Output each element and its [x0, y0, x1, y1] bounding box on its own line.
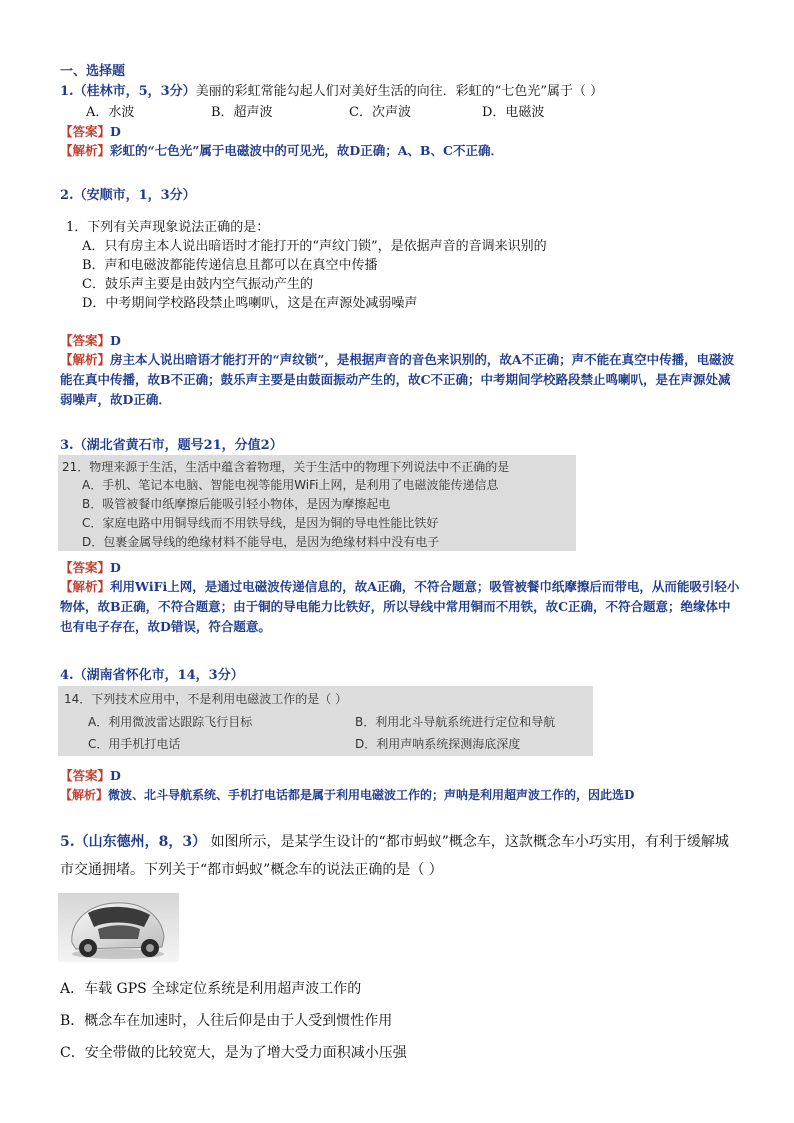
q5-question [60, 828, 740, 884]
q2-explanation [60, 350, 740, 410]
q2-answer-tag: 【答案】 [60, 333, 111, 348]
q5-option-c: C．安全带做的比较宽大，是为了增大受力面积减小压强 [60, 1045, 407, 1061]
q3-header: 3.（湖北省黄石市，题号21，分值2） [60, 438, 283, 453]
q4-explanation [60, 785, 750, 805]
q3-explanation-text: 利用WiFi上网，是通过电磁波传递信息的，故A正确，不符合题意；吸管被餐巾纸摩擦后而带电，从而能吸引轻小物体，故B正确，不符合题意；由于铜的导电能力比铁好，所以导线中常用铜而不用铁，故C正确，不符合题意；绝缘体中也有电子存在，故D错误，符合题意。 [60, 579, 740, 634]
q1-option-a: A．水波 [86, 105, 135, 120]
q4-scan-option-b: B．利用北斗导航系统进行定位和导航 [355, 715, 556, 729]
q1-header [60, 80, 603, 99]
q1-option-b: B．超声波 [211, 105, 273, 120]
q2-answer-value: D [110, 333, 121, 348]
q4-explanation-text: 微波、北斗导航系统、手机打电话都是属于利用电磁波工作的；声呐是利用超声波工作的，因此选D [108, 788, 635, 802]
q2-stem: 1．下列有关声现象说法正确的是： [66, 220, 270, 235]
q4-answer-value: D [110, 768, 121, 783]
q1-answer-tag: 【答案】 [60, 124, 111, 139]
q4-scan-stem: 14．下列技术应用中，不是利用电磁波工作的是（ ） [64, 692, 348, 706]
q1-explanation-tag: 【解析】 [60, 143, 111, 158]
q2-option-c: C．鼓乐声主要是由鼓内空气振动产生的 [82, 277, 313, 292]
q1-explanation [60, 141, 740, 161]
q2-header: 2.（安顺市，1，3分） [60, 188, 196, 203]
q1-option-c: C．次声波 [349, 105, 411, 120]
q1-stem: 美丽的彩虹常能勾起人们对美好生活的向往．彩虹的“七色光”属于（ ） [195, 84, 604, 99]
q2-answer [60, 331, 121, 349]
q4-scanned-image [58, 686, 593, 756]
q2-option-a: A．只有房主本人说出暗语时才能打开的“声纹门锁”，是依据声音的音调来识别的 [82, 239, 547, 254]
q2-explanation-text: 房主本人说出暗语才能打开的“声纹锁”，是根据声音的音色来识别的，故A不正确；声不能在真空中传播，电磁波能在真中传播，故B不正确；鼓乐声主要是由鼓面振动产生的，故C不正确；中考期间学校路段禁止鸣喇叭，是在声源处减弱噪声，故D正确． [60, 352, 735, 407]
q1-explanation-text: 彩虹的“七色光”属于电磁波中的可见光，故D正确；A、B、C不正确． [110, 143, 503, 158]
q3-explanation [60, 577, 740, 637]
q2-option-d: D．中考期间学校路段禁止鸣喇叭，这是在声源处减弱噪声 [82, 296, 418, 311]
q3-explanation-tag: 【解析】 [60, 579, 111, 594]
q1-option-d: D．电磁波 [482, 105, 545, 120]
section-title: 一、选择题 [60, 64, 126, 79]
q3-scan-option-b: B．吸管被餐巾纸摩擦后能吸引轻小物体，是因为摩擦起电 [82, 497, 391, 511]
q5-stem: 如图所示，是某学生设计的“都市蚂蚁”概念车，这款概念车小巧实用，有利于缓解城市交通拥堵。下列关于“都市蚂蚁”概念车的说法正确的是（ ） [60, 834, 729, 878]
q5-option-b: B．概念车在加速时，人往后仰是由于人受到惯性作用 [60, 1013, 393, 1029]
q2-explanation-tag: 【解析】 [60, 352, 111, 367]
concept-car-image [58, 893, 179, 962]
q3-scan-option-a: A．手机、笔记本电脑、智能电视等能用WiFi上网，是利用了电磁波能传递信息 [82, 478, 499, 492]
q1-answer [60, 122, 121, 140]
q3-answer-tag: 【答案】 [60, 560, 111, 575]
q4-scan-option-c: C．用手机打电话 [88, 737, 181, 751]
q3-answer-value: D [110, 560, 121, 575]
q5-source: 5.（山东德州，8，3） [60, 834, 207, 850]
q4-header: 4.（湖南省怀化市，14，3分） [60, 668, 244, 683]
q1-source: 1.（桂林市，5，3分） [60, 84, 196, 99]
q3-scan-option-c: C．家庭电路中用铜导线而不用铁导线，是因为铜的导电性能比铁好 [82, 516, 439, 530]
q2-option-b: B．声和电磁波都能传递信息且都可以在真空中传播 [82, 258, 378, 273]
q5-option-a: A．车载 GPS 全球定位系统是利用超声波工作的 [60, 981, 362, 997]
q3-scan-option-d: D．包裹金属导线的绝缘材料不能导电，是因为绝缘材料中没有电子 [82, 535, 440, 549]
concept-car-illustration [58, 893, 179, 962]
q4-scan-option-d: D．利用声呐系统探测海底深度 [355, 737, 521, 751]
q3-scanned-image [58, 455, 576, 551]
q3-scan-stem: 21．物理来源于生活，生活中蕴含着物理，关于生活中的物理下列说法中不正确的是 [62, 460, 510, 474]
q1-options [86, 101, 544, 120]
q1-answer-value: D [110, 124, 121, 139]
q3-answer [60, 558, 121, 576]
q4-answer [60, 766, 121, 784]
q4-answer-tag: 【答案】 [60, 768, 111, 783]
q4-explanation-tag: 【解析】 [60, 788, 109, 802]
q4-scan-option-a: A．利用微波雷达跟踪飞行目标 [88, 715, 253, 729]
